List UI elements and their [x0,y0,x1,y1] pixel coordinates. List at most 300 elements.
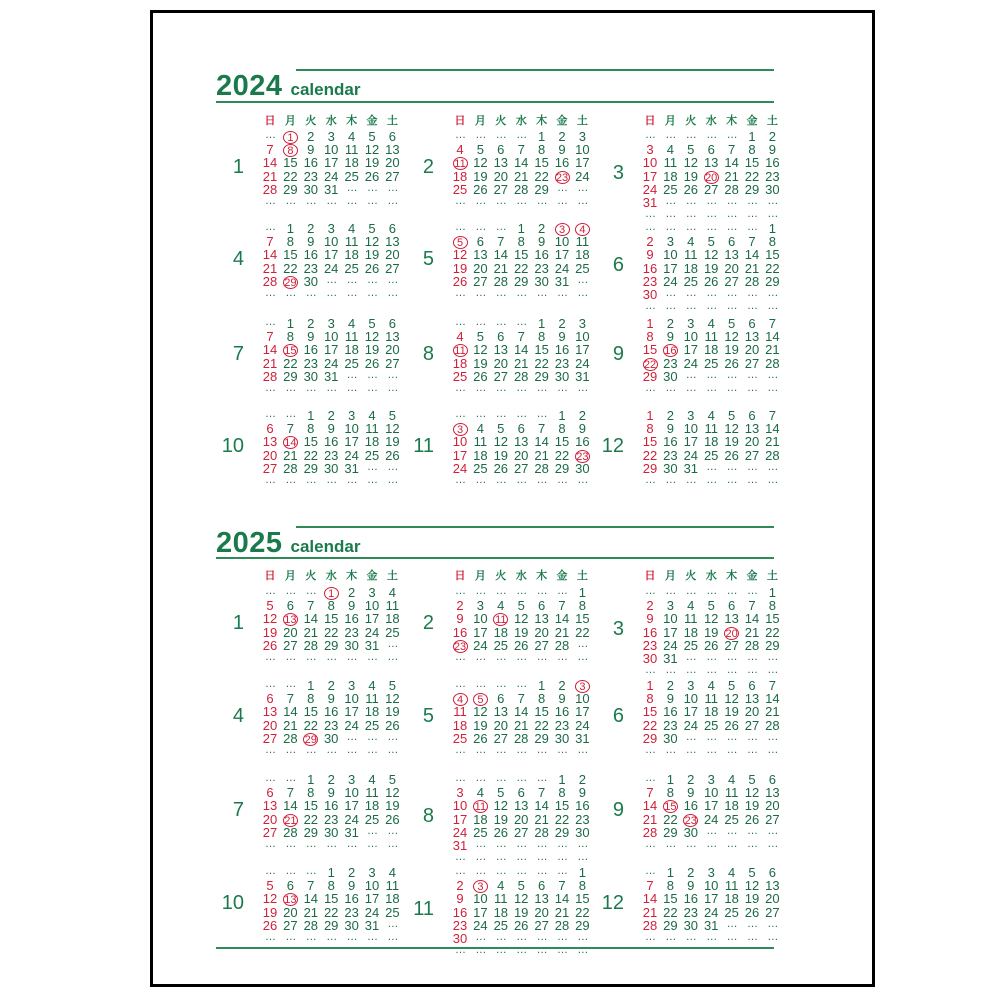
empty-day-cell: … [706,651,717,663]
empty-day-cell: … [495,678,506,690]
day-cell: 23 [683,904,699,920]
day-cell: 13 [765,878,780,894]
day-cell: 21 [513,717,529,733]
empty-day-cell: … [536,838,547,850]
day-cell: 10 [663,247,678,263]
day-cell: 15 [534,342,549,358]
empty-day-cell: … [645,129,655,141]
day-cell: 25 [575,260,590,276]
day-cell: 8 [578,878,586,894]
day-cell: 28 [283,460,298,476]
day-cell: 17 [473,904,488,920]
weekday-header: 金 [556,115,568,127]
day-cell: 28 [744,273,760,289]
day-cell: 30 [663,460,678,476]
empty-day-cell: … [455,944,465,957]
day-cell: 15 [642,342,658,358]
day-cell: 4 [368,678,376,693]
day-cell: 15 [642,434,658,450]
month-number: 7 [232,342,244,365]
bottom-rule-2025 [216,557,774,559]
day-cell: 17 [344,434,359,450]
day-cell: 12 [473,704,488,720]
empty-day-cell: … [367,838,377,850]
empty-day-cell: … [265,221,275,233]
day-cell: 13 [744,691,760,707]
day-cell: 4 [347,221,356,236]
month-number: 3 [612,162,624,185]
day-cell: 18 [452,168,468,184]
holiday-date: 3 [450,422,470,435]
day-cell: 4 [476,785,484,801]
day-cell: 21 [534,447,549,463]
empty-day-cell: … [346,181,357,194]
day-cell: 22 [554,811,570,827]
day-cell: 7 [768,678,776,693]
weekday-header: 火 [495,570,507,582]
day-cell: 24 [703,811,719,827]
empty-day-cell: … [305,838,316,850]
day-cell: 3 [646,142,654,158]
day-cell: 23 [554,717,570,733]
day-cell: 8 [646,329,654,345]
day-cell: 13 [765,785,780,801]
day-cell: 30 [344,917,359,933]
day-cell: 30 [554,368,570,384]
day-cell: 11 [344,234,359,250]
day-cell: 5 [368,316,376,331]
day-cell: 14 [513,155,529,171]
day-cell: 20 [765,798,780,814]
day-cell: 25 [683,637,699,653]
day-cell: 24 [683,447,699,463]
weekday-header: 水 [515,115,527,127]
empty-day-cell: … [665,382,676,394]
day-cell: 9 [768,142,776,158]
day-cell: 23 [344,904,359,920]
empty-day-cell: … [726,474,737,486]
day-cell: 16 [323,798,339,814]
day-cell: 4 [707,408,715,423]
day-cell: 28 [554,917,570,933]
day-cell: 2 [307,316,315,331]
day-cell: 9 [327,785,335,801]
empty-day-cell: … [685,368,696,381]
empty-day-cell: … [747,287,757,299]
day-cell: 1 [558,772,566,787]
empty-day-cell: … [726,368,737,381]
empty-day-cell: … [326,382,337,394]
empty-day-cell: … [665,300,676,313]
empty-day-cell: … [645,585,655,597]
day-cell: 16 [683,891,699,907]
month-number: 11 [413,434,434,457]
empty-day-cell: … [665,744,676,756]
empty-day-cell: … [706,382,717,394]
day-cell: 1 [307,678,315,693]
weekday-header: 火 [305,570,317,582]
month-number: 9 [612,798,624,821]
day-cell: 16 [303,342,319,358]
day-cell: 8 [578,598,586,614]
empty-day-cell: … [305,744,316,756]
empty-day-cell: … [577,931,588,943]
empty-day-cell: … [495,744,506,756]
day-cell: 18 [344,155,359,171]
empty-day-cell: … [265,651,275,663]
day-cell: 30 [575,824,590,840]
day-cell: 4 [347,129,356,144]
empty-day-cell: … [475,382,486,394]
weekday-header: 水 [705,570,717,582]
day-cell: 28 [642,824,658,840]
empty-day-cell: … [285,838,296,850]
day-cell: 27 [513,460,529,476]
day-cell: 6 [497,691,505,707]
day-cell: 12 [385,691,400,707]
day-cell: 28 [554,637,570,653]
empty-day-cell: … [767,460,778,473]
day-cell: 8 [646,421,654,437]
empty-day-cell: … [475,838,486,850]
day-cell: 21 [642,811,658,827]
empty-day-cell: … [285,865,296,877]
day-cell: 24 [452,824,468,840]
empty-day-cell: … [387,287,398,299]
empty-day-cell: … [516,585,527,597]
weekday-header: 火 [305,115,317,127]
empty-day-cell: … [747,744,757,756]
holiday-date: 23 [453,640,467,653]
holiday-date: 11 [454,158,466,171]
day-cell: 9 [327,691,335,707]
day-cell: 29 [663,917,678,933]
empty-day-cell: … [305,651,316,663]
empty-day-cell: … [726,195,737,207]
empty-day-cell: … [706,824,717,837]
day-cell: 18 [452,717,468,733]
day-cell: 10 [683,421,699,437]
day-cell: 28 [724,181,739,197]
day-cell: 29 [323,917,339,933]
day-cell: 12 [364,329,380,345]
day-cell: 31 [575,368,590,384]
day-cell: 21 [303,904,319,920]
day-cell: 6 [517,421,525,437]
empty-day-cell: … [685,744,696,756]
day-cell: 31 [554,273,570,289]
weekday-header: 日 [264,570,276,582]
empty-day-cell: … [645,221,655,233]
day-cell: 23 [663,355,678,371]
empty-day-cell: … [367,744,377,756]
day-cell: 3 [666,234,674,250]
empty-day-cell: … [475,772,486,784]
empty-day-cell: … [685,208,696,221]
day-cell: 22 [663,904,678,920]
day-cell: 10 [323,234,339,250]
day-cell: 10 [663,611,678,627]
empty-day-cell: … [495,474,506,486]
empty-day-cell: … [726,585,737,597]
empty-day-cell: … [726,664,737,677]
empty-day-cell: … [665,129,676,141]
day-cell: 7 [266,142,274,158]
day-cell: 13 [385,234,400,250]
holiday-date: 11 [495,614,507,627]
empty-day-cell: … [495,287,506,299]
empty-day-cell: … [367,181,377,194]
day-cell: 1 [286,221,294,236]
day-cell: 18 [724,798,739,814]
day-cell: 27 [262,460,278,476]
day-cell: 3 [687,316,695,331]
day-cell: 24 [575,168,590,184]
day-cell: 5 [266,878,274,894]
day-cell: 22 [513,260,529,276]
day-cell: 5 [476,329,484,345]
day-cell: 26 [703,273,719,289]
day-cell: 14 [493,247,509,263]
empty-day-cell: … [665,287,676,299]
holiday-date: 23 [555,171,569,184]
day-cell: 11 [494,891,508,907]
day-cell: 19 [513,624,529,640]
day-cell: 23 [323,811,339,827]
day-cell: 22 [744,168,760,184]
empty-day-cell: … [685,195,696,207]
empty-day-cell: … [747,474,757,486]
day-cell: 7 [646,878,654,894]
day-cell: 16 [554,155,570,171]
empty-day-cell: … [326,838,337,850]
day-cell: 5 [727,408,736,423]
empty-day-cell: … [747,651,757,663]
weekday-header: 木 [346,115,358,127]
empty-day-cell: … [536,931,547,943]
empty-day-cell: … [387,824,398,837]
empty-day-cell: … [516,851,527,864]
empty-day-cell: … [557,195,567,207]
empty-day-cell: … [455,129,465,141]
day-cell: 1 [646,678,654,693]
day-cell: 25 [724,811,739,827]
month-number: 4 [232,247,244,270]
day-cell: 15 [534,155,549,171]
day-cell: 16 [575,798,590,814]
day-cell: 2 [537,221,546,236]
day-cell: 15 [554,434,570,450]
day-cell: 22 [765,624,780,640]
day-cell: 19 [385,434,400,450]
day-cell: 20 [513,811,529,827]
day-cell: 27 [765,811,780,827]
weekday-header: 木 [726,570,738,582]
empty-day-cell: … [706,474,717,486]
empty-day-cell: … [326,474,337,486]
day-cell: 16 [683,798,699,814]
day-cell: 15 [663,891,678,907]
day-cell: 14 [303,611,319,627]
day-cell: 18 [452,355,468,371]
day-cell: 2 [578,408,586,423]
day-cell: 30 [765,181,780,197]
empty-day-cell: … [536,772,547,784]
day-cell: 9 [666,691,674,707]
day-cell: 17 [323,155,339,171]
day-cell: 6 [266,421,274,437]
weekday-header: 月 [664,570,676,582]
weekday-header: 土 [386,570,398,582]
day-cell: 3 [327,316,335,331]
day-cell: 21 [554,904,570,920]
day-cell: 24 [575,717,590,733]
day-cell: 27 [744,355,760,371]
empty-day-cell: … [536,585,547,597]
day-cell: 20 [744,434,760,450]
day-cell: 24 [473,917,488,933]
day-cell: 12 [744,785,760,801]
empty-day-cell: … [577,838,588,850]
empty-day-cell: … [557,651,567,663]
empty-day-cell: … [747,382,757,394]
day-cell: 15 [303,704,319,720]
day-cell: 8 [537,142,546,158]
day-cell: 9 [578,785,586,801]
day-cell: 13 [534,611,549,627]
empty-day-cell: … [767,651,778,663]
day-cell: 1 [748,129,756,144]
empty-day-cell: … [367,730,377,743]
day-cell: 16 [452,624,468,640]
day-cell: 28 [513,368,529,384]
day-cell: 9 [456,891,464,907]
day-cell: 15 [642,704,658,720]
day-cell: 20 [283,624,298,640]
day-cell: 14 [765,691,780,707]
day-cell: 24 [323,260,339,276]
empty-day-cell: … [387,637,398,650]
day-cell: 3 [476,598,484,614]
weekday-header: 火 [685,115,697,127]
day-cell: 10 [323,142,339,158]
empty-day-cell: … [726,931,737,943]
day-cell: 10 [344,421,359,437]
weekday-header: 木 [726,115,738,127]
empty-day-cell: … [367,931,377,943]
day-cell: 4 [687,234,695,250]
day-cell: 8 [748,142,756,158]
day-cell: 1 [666,865,674,880]
day-cell: 30 [663,730,678,746]
day-cell: 1 [537,129,546,144]
day-cell: 5 [388,772,396,787]
day-cell: 17 [642,168,658,184]
day-cell: 16 [303,247,319,263]
day-cell: 24 [344,447,359,463]
day-cell: 17 [663,260,678,276]
empty-day-cell: … [747,368,757,381]
empty-day-cell: … [685,730,696,743]
empty-day-cell: … [747,221,757,233]
day-cell: 1 [307,772,315,787]
day-cell: 6 [388,221,396,236]
empty-day-cell: … [747,917,757,930]
day-cell: 11 [704,421,718,437]
day-cell: 14 [554,891,570,907]
day-cell: 21 [765,342,780,358]
weekday-header: 日 [264,115,276,127]
day-cell: 18 [703,434,719,450]
weekday-header: 火 [495,115,507,127]
day-cell: 16 [663,704,678,720]
day-cell: 18 [703,704,719,720]
day-cell: 12 [364,142,380,158]
empty-day-cell: … [706,585,717,597]
day-cell: 10 [473,611,488,627]
day-cell: 18 [683,624,699,640]
day-cell: 3 [347,408,356,423]
day-cell: 12 [493,798,509,814]
empty-day-cell: … [645,382,655,394]
day-cell: 1 [537,316,546,331]
day-cell: 1 [327,865,335,880]
day-cell: 13 [513,434,529,450]
weekday-header: 金 [746,570,758,582]
empty-day-cell: … [495,221,506,233]
day-cell: 26 [364,168,380,184]
day-cell: 26 [493,460,509,476]
weekday-header: 火 [685,570,697,582]
day-cell: 3 [368,865,376,880]
holiday-date: 11 [474,801,487,814]
empty-day-cell: … [726,917,737,930]
day-cell: 30 [642,287,658,302]
empty-day-cell: … [645,744,655,756]
day-cell: 12 [473,342,488,358]
day-cell: 21 [554,624,570,640]
day-cell: 31 [575,730,590,746]
day-cell: 11 [344,142,359,158]
day-cell: 25 [385,624,400,640]
empty-day-cell: … [305,287,316,299]
day-cell: 15 [323,611,339,627]
day-cell: 6 [497,142,505,158]
day-cell: 9 [558,142,566,158]
holiday-date: 23 [576,450,589,463]
day-cell: 25 [364,717,380,733]
day-cell: 2 [558,129,566,144]
day-cell: 19 [493,811,509,827]
empty-day-cell: … [706,287,717,299]
empty-day-cell: … [747,300,757,313]
empty-day-cell: … [726,460,737,473]
day-cell: 4 [476,421,484,437]
day-cell: 2 [687,772,695,787]
day-cell: 27 [724,637,739,653]
day-cell: 7 [307,598,315,614]
day-cell: 18 [493,904,509,920]
day-cell: 15 [303,798,319,814]
empty-day-cell: … [367,474,377,486]
weekday-header: 水 [515,570,527,582]
day-cell: 11 [704,329,718,345]
day-cell: 29 [744,181,760,197]
day-cell: 6 [266,691,274,707]
day-cell: 9 [666,421,674,437]
day-cell: 3 [368,585,376,600]
day-cell: 16 [554,342,570,358]
